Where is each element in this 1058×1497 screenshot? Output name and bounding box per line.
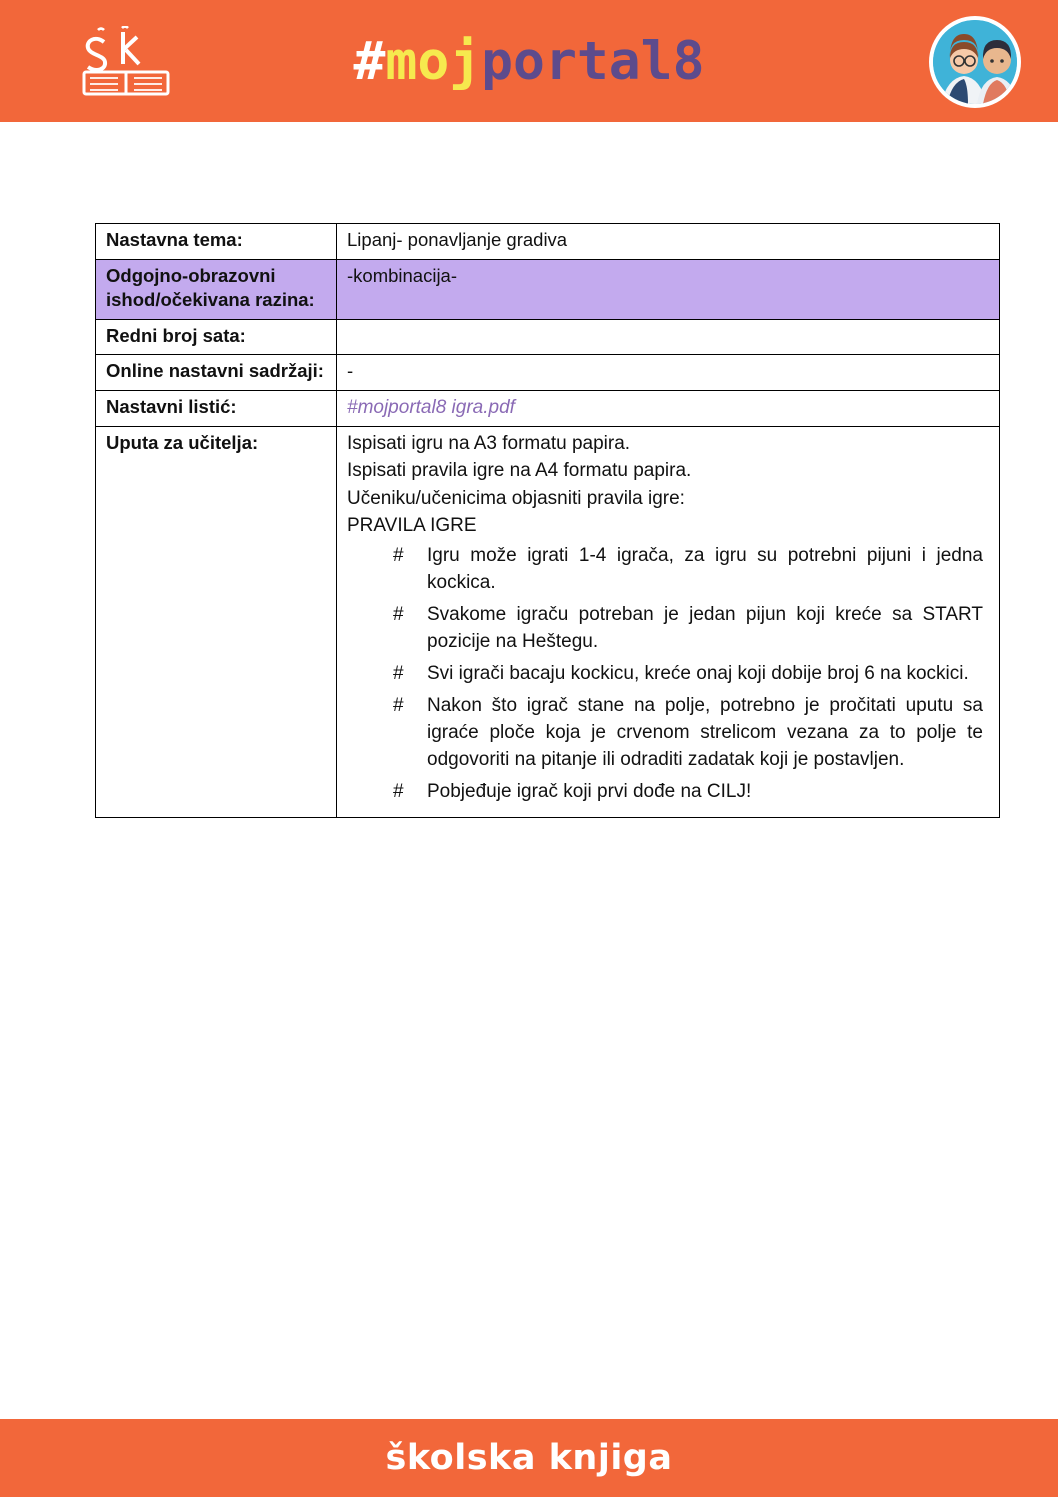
list-item-label: Svakome igraču potreban je jedan pijun koji kreće sa START pozicije na Heštegu.	[427, 604, 983, 653]
footer-brand-label: školska knjiga	[385, 1438, 673, 1478]
list-item	[389, 693, 983, 774]
row-value-nastavna-tema: Lipanj- ponavljanje gradiva	[337, 224, 1000, 260]
list-item	[389, 543, 983, 597]
uputa-line: Ispisati pravila igre na A4 formatu papira.	[347, 460, 692, 482]
row-value-online-sadrzaji: -	[337, 355, 1000, 391]
brand-moj: moj	[385, 30, 482, 92]
row-label-ishod: Odgojno-obrazovni ishod/očekivana razina:	[96, 259, 337, 319]
hash-bullet-icon: #	[393, 662, 404, 684]
row-label-nastavna-tema: Nastavna tema:	[96, 224, 337, 260]
lesson-table	[95, 223, 1000, 818]
list-item	[389, 779, 983, 806]
hash-bullet-icon: #	[393, 545, 404, 567]
list-item-label: Svi igrači bacaju kockicu, kreće onaj koji dobije broj 6 na kockici.	[427, 662, 969, 684]
list-item	[389, 602, 983, 656]
row-value-redni-broj-sata	[337, 319, 1000, 355]
avatar-illustration	[933, 20, 1017, 104]
brand-portal: portal	[481, 30, 673, 92]
uputa-line: Učeniku/učenicima objasniti pravila igre:	[347, 487, 685, 509]
hash-bullet-icon: #	[393, 780, 404, 802]
brand-hash: #	[353, 30, 386, 92]
page-title	[0, 0, 1058, 122]
table-row	[96, 355, 1000, 391]
row-value-nastavni-listic	[337, 390, 1000, 426]
table-row	[96, 224, 1000, 260]
avatar	[929, 16, 1021, 108]
uputa-line: Ispisati igru na A3 formatu papira.	[347, 433, 631, 455]
list-item-label: Pobjeđuje igrač koji prvi dođe na CILJ!	[427, 780, 752, 802]
rules-list	[347, 543, 991, 806]
page-footer	[0, 1419, 1058, 1497]
page-header	[0, 0, 1058, 122]
list-item-label: Igru može igrati 1-4 igrača, za igru su potrebni pijuni i jedna kockica.	[427, 545, 983, 594]
brand-eight: 8	[672, 30, 705, 92]
row-label-online-sadrzaji: Online nastavni sadržaji:	[96, 355, 337, 391]
row-label-uputa-za-ucitelja: Uputa za učitelja:	[96, 427, 337, 818]
table-row	[96, 427, 1000, 818]
pdf-link[interactable]: #mojportal8 igra.pdf	[347, 396, 515, 418]
uputa-line: PRAVILA IGRE	[347, 514, 477, 536]
row-label-redni-broj-sata: Redni broj sata:	[96, 319, 337, 355]
row-value-uputa-za-ucitelja	[337, 427, 1000, 818]
hash-bullet-icon: #	[393, 604, 404, 626]
row-label-nastavni-listic: Nastavni listić:	[96, 390, 337, 426]
hash-bullet-icon: #	[393, 694, 404, 716]
row-value-ishod: -kombinacija-	[337, 259, 1000, 319]
table-row	[96, 319, 1000, 355]
list-item	[389, 661, 983, 688]
lesson-plan-sheet	[95, 223, 983, 818]
table-row	[96, 390, 1000, 426]
list-item-label: Nakon što igrač stane na polje, potrebno je pročitati uputu sa igraće ploče koja je crvenom strelicom vezana za to polje te odgovoriti na pitanje ili odraditi zadatak koji je postavljen.	[427, 694, 983, 770]
table-row	[96, 259, 1000, 319]
